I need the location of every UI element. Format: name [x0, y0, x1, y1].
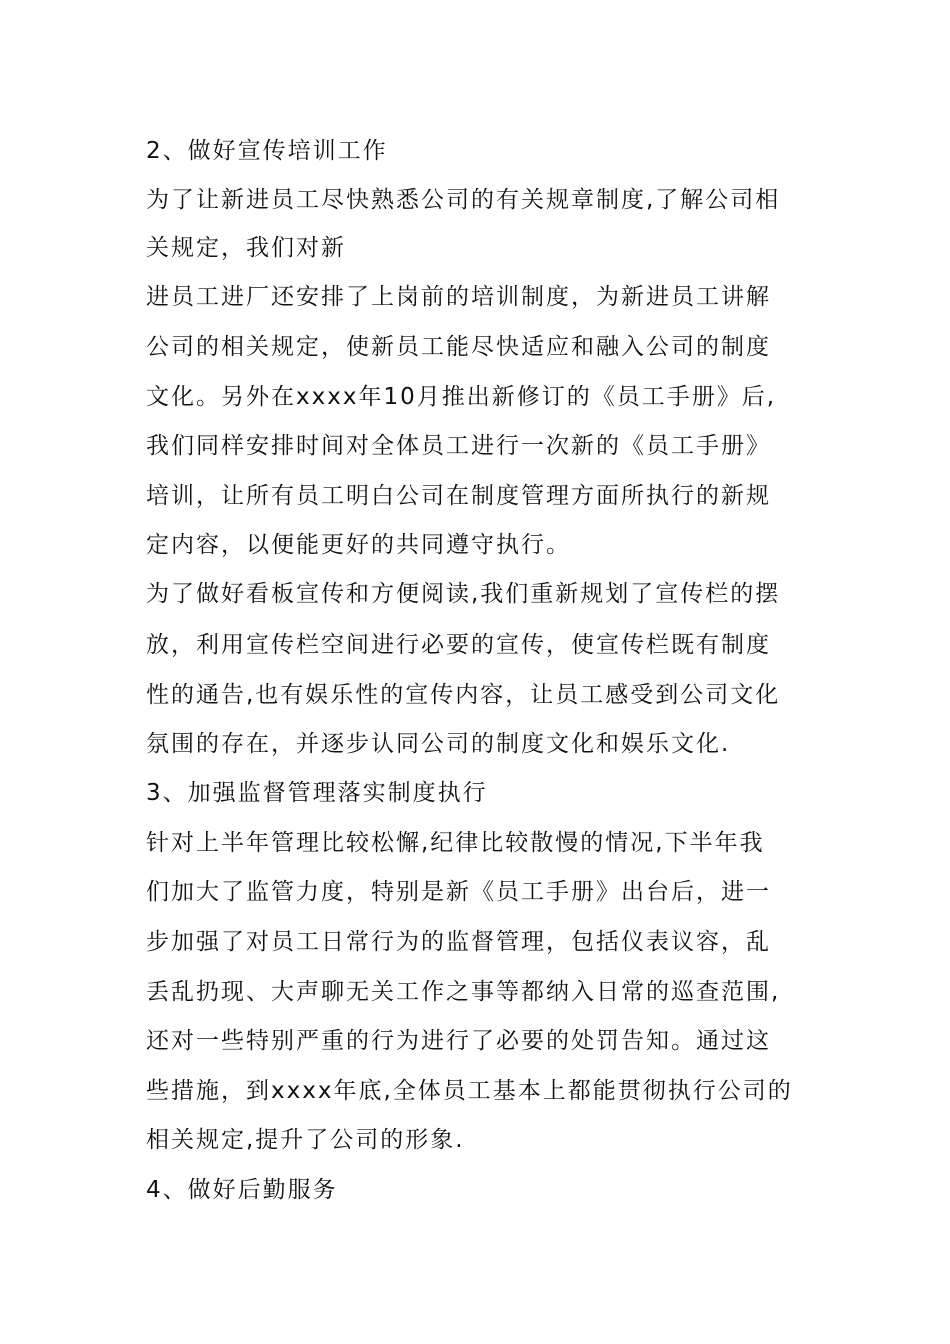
- paragraph-line: 关规定，我们对新: [146, 235, 346, 261]
- section-heading-4: 4、做好后勤服务: [146, 1177, 338, 1203]
- section-heading-2: 2、做好宣传培训工作: [146, 138, 388, 164]
- paragraph-line: 放，利用宣传栏空间进行必要的宣传，使宣传栏既有制度: [146, 632, 771, 658]
- paragraph-line: 针对上半年管理比较松懈,纪律比较散慢的情况,下半年我: [146, 830, 765, 856]
- paragraph-line: 为了做好看板宣传和方便阅读,我们重新规划了宣传栏的摆: [146, 581, 781, 607]
- paragraph-line: 我们同样安排时间对全体员工进行一次新的《员工手册》: [146, 433, 771, 459]
- paragraph-line: 定内容，以便能更好的共同遵守执行。: [146, 532, 571, 558]
- paragraph-line: 培训，让所有员工明白公司在制度管理方面所执行的新规: [146, 483, 771, 509]
- paragraph-line: 们加大了监管力度，特别是新《员工手册》出台后，进一: [146, 879, 771, 905]
- section-heading-3: 3、加强监督管理落实制度执行: [146, 780, 488, 806]
- paragraph-line: 进员工进厂还安排了上岗前的培训制度，为新进员工讲解: [146, 284, 771, 310]
- paragraph-line: 丢乱扔现、大声聊无关工作之事等都纳入日常的巡查范围,: [146, 979, 781, 1005]
- paragraph-line: 相关规定,提升了公司的形象.: [146, 1127, 465, 1153]
- paragraph-line: 还对一些特别严重的行为进行了必要的处罚告知。通过这: [146, 1028, 771, 1054]
- paragraph-line: 性的通告,也有娱乐性的宣传内容，让员工感受到公司文化: [146, 682, 781, 708]
- paragraph-line: 文化。另外在xxxx年10月推出新修订的《员工手册》后,: [146, 384, 777, 410]
- paragraph-line: 步加强了对员工日常行为的监督管理，包括仪表议容，乱: [146, 929, 771, 955]
- paragraph-line: 公司的相关规定，使新员工能尽快适应和融入公司的制度: [146, 334, 771, 360]
- paragraph-line: 些措施，到xxxx年底,全体员工基本上都能贯彻执行公司的: [146, 1078, 793, 1104]
- paragraph-line: 氛围的存在，并逐步认同公司的制度文化和娱乐文化.: [146, 731, 731, 757]
- paragraph-line: 为了让新进员工尽快熟悉公司的有关规章制度,了解公司相: [146, 187, 781, 213]
